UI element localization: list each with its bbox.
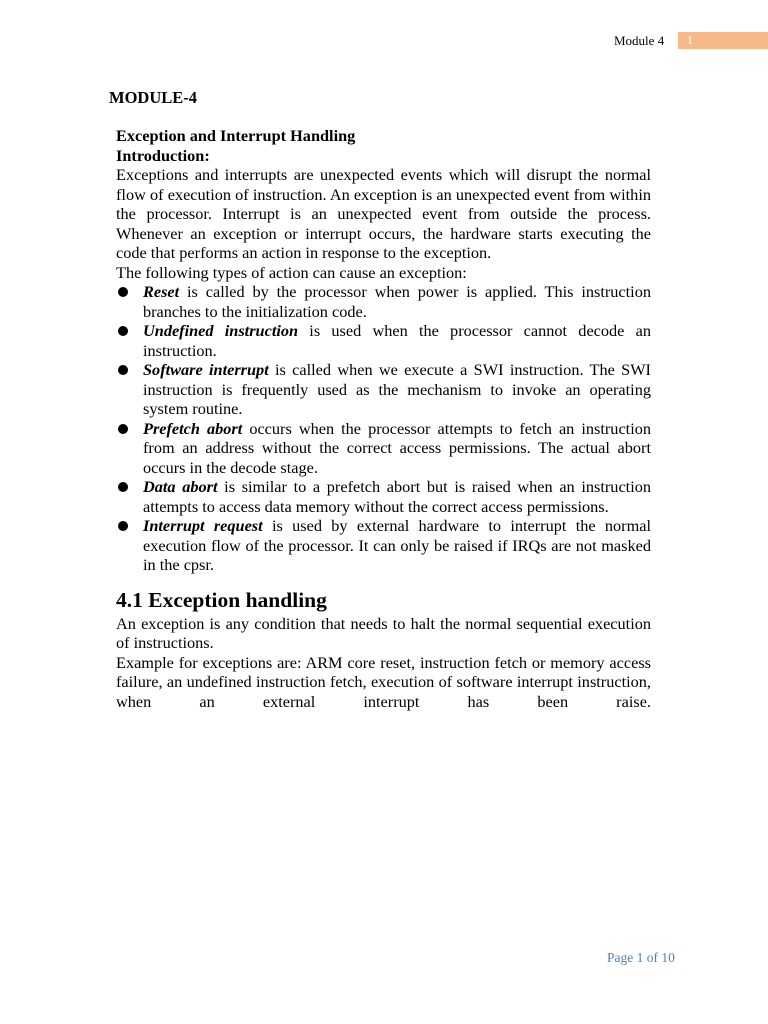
document-body — [116, 126, 651, 711]
section-paragraph-2: Example for exceptions are: ARM core reset, instruction fetch or memory access failure, an undefined instruction fetch, execution of software interrupt instruction, when an external interrupt has been raise. — [116, 652, 651, 711]
intro-paragraph: Exceptions and interrupts are unexpected events which will disrupt the normal flow of execution of instruction. An exception is an unexpected event from within the processor. Interrupt is an unexpected event from outside the process. Whenever an exception or interrupt occurs, the hardware starts executing the code that performs an action in response to the exception. — [116, 165, 651, 262]
description: is used when the processor cannot decode an instruction. — [143, 321, 651, 360]
list-item-data-abort — [116, 477, 651, 516]
bullet-icon — [118, 326, 128, 336]
description: is used by external hardware to interrupt the normal execution flow of the processor. It can only be raised if IRQs are not masked in the cpsr. — [143, 516, 651, 574]
list-item-software-interrupt — [116, 360, 651, 419]
list-item-reset — [116, 282, 651, 321]
module-title: MODULE-4 — [109, 88, 197, 107]
term: Reset — [143, 282, 180, 301]
list-item-interrupt-request — [116, 516, 651, 575]
intro-subtitle: Introduction: — [116, 145, 210, 165]
header-page-tab — [678, 32, 768, 49]
term: Software interrupt — [143, 360, 269, 379]
header-page-number: 1 — [687, 33, 693, 47]
intro-title: Exception and Interrupt Handling — [116, 126, 356, 145]
description: is called by the processor when power is applied. This instruction branches to the initialization code. — [143, 282, 651, 321]
page-footer: Page 1 of 10 — [607, 950, 675, 965]
term: Undefined instruction — [143, 321, 299, 340]
bullet-icon — [118, 287, 128, 297]
bullet-icon — [118, 365, 128, 375]
list-intro: The following types of action can cause an exception: — [116, 262, 467, 282]
bullet-icon — [118, 521, 128, 531]
bullet-icon — [118, 424, 128, 434]
header-module-label: Module 4 — [614, 33, 665, 48]
description: is similar to a prefetch abort but is raised when an instruction attempts to access data memory without the correct access permissions. — [143, 477, 652, 516]
term: Interrupt request — [143, 516, 263, 535]
section-paragraph-1: An exception is any condition that needs to halt the normal sequential execution of instructions. — [116, 613, 651, 652]
description: occurs when the processor attempts to fetch an instruction from an address without the correct access permissions. The actual abort occurs in the decode stage. — [143, 418, 652, 477]
section-heading: 4.1 Exception handling — [116, 587, 327, 612]
term: Data abort — [143, 477, 218, 496]
term: Prefetch abort — [143, 418, 243, 438]
exception-types-list — [116, 282, 651, 575]
list-item-prefetch-abort — [116, 419, 651, 478]
bullet-icon — [118, 482, 128, 492]
list-item-undefined-instruction — [116, 321, 651, 360]
description: is called when we execute a SWI instruction. The SWI instruction is frequently used as the mechanism to invoke an operating system routine. — [143, 360, 651, 418]
